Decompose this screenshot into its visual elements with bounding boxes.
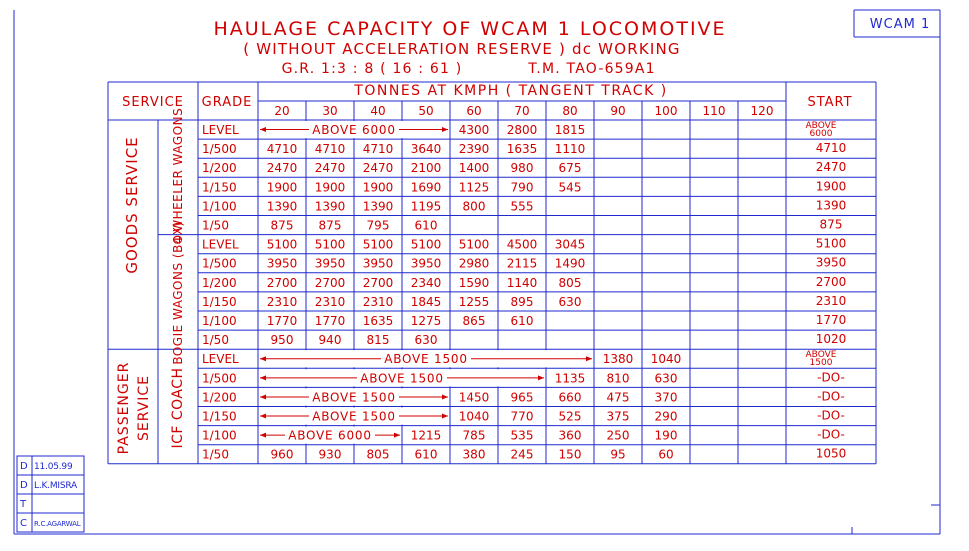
value-cell: 675 (558, 161, 582, 176)
table-row (202, 121, 837, 139)
speed-header-cell: 80 (562, 104, 578, 118)
value-cell: 245 (510, 447, 534, 462)
value-cell: 2470 (314, 161, 346, 176)
span-label: ABOVE 1500 (384, 352, 468, 367)
grade-header: GRADE (201, 95, 253, 110)
value-cell: 360 (558, 428, 582, 443)
table-row (202, 141, 846, 156)
value-cell: 1770 (266, 314, 298, 328)
value-cell: 1135 (554, 371, 586, 386)
speed-header-cell: 50 (418, 104, 434, 118)
value-cell: 2115 (506, 256, 538, 271)
grade-cell: LEVEL (202, 123, 239, 137)
value-cell: 790 (510, 180, 534, 195)
value-cell: 940 (318, 333, 342, 348)
start-cell: 1900 (815, 179, 847, 194)
value-cell: 1900 (314, 180, 346, 195)
stamp-key: T (20, 499, 27, 510)
value-cell: 660 (558, 390, 582, 405)
value-cell: 4710 (362, 142, 394, 157)
stamp-key: D (20, 480, 28, 491)
table-row (202, 427, 845, 444)
value-cell: 950 (270, 333, 294, 348)
value-cell: 2390 (458, 142, 490, 157)
start-cell: -DO- (817, 389, 845, 404)
value-cell: 3045 (554, 237, 586, 252)
table-row (202, 313, 846, 328)
value-cell: 3640 (410, 142, 442, 157)
value-cell: 630 (414, 333, 438, 348)
value-cell: 1815 (554, 123, 586, 137)
value-cell: 4300 (458, 123, 490, 137)
value-cell: 475 (606, 390, 630, 405)
grade-cell: 1/50 (202, 218, 229, 233)
value-cell: 2310 (314, 294, 346, 309)
start-cell: -DO- (817, 370, 845, 385)
start-cell: 1020 (815, 332, 847, 347)
value-cell: 535 (510, 428, 534, 443)
value-cell: 250 (606, 428, 630, 443)
value-cell: 555 (510, 199, 534, 214)
table-row (202, 369, 845, 386)
grade-cell: 1/150 (202, 180, 237, 195)
stamp-key: C (20, 518, 27, 529)
value-cell: 895 (510, 294, 534, 309)
value-cell: 810 (606, 371, 630, 386)
table-row (202, 275, 846, 290)
value-cell: 60 (658, 447, 674, 462)
service-header: SERVICE (122, 95, 184, 110)
table-row (202, 179, 846, 194)
stamp-value: 11.05.99 (34, 462, 73, 472)
value-cell: 5100 (458, 237, 490, 252)
speed-header-cell: 120 (750, 104, 774, 118)
value-cell: 965 (510, 390, 534, 405)
grade-cell: 1/100 (202, 199, 237, 214)
value-cell: 4500 (506, 237, 538, 252)
table-body (202, 121, 846, 462)
value-cell: 1390 (362, 199, 394, 214)
value-cell: 1140 (506, 275, 538, 290)
span-label: ABOVE 1500 (312, 409, 396, 424)
goods-service-label: GOODS SERVICE (123, 136, 141, 274)
stamp-row (17, 494, 84, 513)
value-cell: 1450 (458, 390, 490, 405)
value-cell: 1635 (506, 142, 538, 157)
value-cell: 1390 (314, 199, 346, 214)
gear-ratio: G.R. 1:3 : 8 ( 16 : 61 ) (281, 61, 463, 77)
value-cell: 785 (462, 428, 486, 443)
passenger-service-label-2: SERVICE (136, 374, 152, 442)
span-label: ABOVE 6000 (312, 123, 396, 137)
value-cell: 2470 (362, 161, 394, 176)
speed-header-cell: 110 (702, 104, 726, 118)
value-cell: 800 (462, 199, 486, 214)
value-cell: 2700 (314, 275, 346, 290)
value-cell: 610 (414, 447, 438, 462)
start-header: START (807, 95, 853, 110)
speed-header-cell: 30 (322, 104, 338, 118)
value-cell: 5100 (314, 237, 346, 252)
start-cell: ABOVE (805, 121, 837, 131)
icf-coach-label: ICF COACH (170, 367, 186, 449)
speed-header-cell: 70 (514, 104, 530, 118)
value-cell: 150 (558, 447, 582, 462)
grade-cell: 1/100 (202, 314, 237, 328)
start-cell: -DO- (817, 408, 845, 423)
value-cell: 2700 (266, 275, 298, 290)
value-cell: 795 (366, 218, 390, 233)
table-row (202, 198, 846, 213)
value-cell: 1125 (458, 180, 490, 195)
value-cell: 610 (414, 218, 438, 233)
value-cell: 1110 (554, 142, 586, 157)
value-cell: 770 (510, 409, 534, 424)
value-cell: 1040 (458, 409, 490, 424)
value-cell: 805 (366, 447, 390, 462)
grade-cell: 1/200 (202, 390, 237, 405)
grade-cell: 1/50 (202, 333, 229, 348)
value-cell: 2310 (362, 294, 394, 309)
value-cell: 4710 (266, 142, 298, 157)
value-cell: 5100 (410, 237, 442, 252)
speed-header-cell: 100 (654, 104, 678, 118)
grade-cell: 1/50 (202, 447, 229, 462)
table-row (202, 294, 846, 309)
tonnes-header: TONNES AT KMPH ( TANGENT TRACK ) (354, 83, 668, 99)
value-cell: 1255 (458, 294, 490, 309)
value-cell: 1215 (410, 428, 442, 443)
value-cell: 815 (366, 333, 390, 348)
table-row (202, 350, 837, 368)
value-cell: 1900 (266, 180, 298, 195)
stamp-value: L.K.MISRA (34, 481, 78, 491)
start-cell: 1050 (815, 446, 847, 461)
value-cell: 1390 (266, 199, 298, 214)
value-cell: 5100 (362, 237, 394, 252)
value-cell: 525 (558, 409, 582, 424)
value-cell: 2100 (410, 161, 442, 176)
passenger-service-label-1: PASSENGER (116, 361, 132, 455)
table-row (202, 408, 845, 425)
grade-cell: 1/150 (202, 409, 237, 424)
start-cell: 1500 (809, 358, 833, 369)
value-cell: 805 (558, 275, 582, 290)
value-cell: 190 (654, 428, 678, 443)
value-cell: 380 (462, 447, 486, 462)
start-cell: 2700 (815, 274, 847, 289)
bogie-wagons-label: BOGIE WAGONS (BOX) (171, 221, 185, 365)
value-cell: 980 (510, 161, 534, 176)
value-cell: 1635 (362, 314, 394, 328)
start-cell: 1390 (815, 198, 847, 213)
value-cell: 370 (654, 390, 678, 405)
grade-cell: 1/200 (202, 161, 237, 176)
value-cell: 1770 (314, 314, 346, 328)
corner-tag: WCAM 1 (869, 17, 931, 32)
page-subtitle: ( WITHOUT ACCELERATION RESERVE ) dc WORKING (243, 40, 681, 58)
grade-cell: LEVEL (202, 237, 239, 252)
grade-cell: 1/500 (202, 142, 237, 157)
value-cell: 1195 (410, 199, 442, 214)
value-cell: 375 (606, 409, 630, 424)
speed-header-cell: 20 (274, 104, 290, 118)
value-cell: 290 (654, 409, 678, 424)
value-cell: 875 (318, 218, 342, 233)
value-cell: 865 (462, 314, 486, 328)
grade-cell: 1/500 (202, 371, 237, 386)
value-cell: 4710 (314, 142, 346, 157)
value-cell: 610 (510, 314, 534, 328)
stamp-key: D (20, 461, 28, 472)
start-cell: 6000 (809, 129, 833, 139)
value-cell: 545 (558, 180, 582, 195)
start-cell: 5100 (815, 236, 847, 251)
value-cell: 2700 (362, 275, 394, 290)
value-cell: 1490 (554, 256, 586, 271)
table-row (202, 332, 846, 347)
span-label: ABOVE 6000 (288, 428, 372, 443)
value-cell: 630 (654, 371, 678, 386)
value-cell: 95 (610, 447, 626, 462)
grade-cell: 1/150 (202, 294, 237, 309)
table-row (202, 160, 846, 175)
value-cell: 1845 (410, 294, 442, 309)
value-cell: 630 (558, 294, 582, 309)
value-cell: 2310 (266, 294, 298, 309)
table-row (202, 237, 846, 252)
value-cell: 2340 (410, 275, 442, 290)
grade-cell: LEVEL (202, 352, 239, 367)
start-cell: 2470 (815, 160, 847, 175)
table-row (202, 447, 846, 462)
start-cell: 875 (819, 217, 843, 232)
value-cell: 875 (270, 218, 294, 233)
revision-stamp (17, 456, 84, 532)
value-cell: 1275 (410, 314, 442, 328)
speed-header-row (274, 104, 773, 118)
grade-cell: 1/500 (202, 256, 237, 271)
value-cell: 1040 (650, 352, 682, 367)
four-wheeler-label: 4 WHEELER WAGONS (171, 107, 185, 245)
page-title: HAULAGE CAPACITY OF WCAM 1 LOCOMOTIVE (213, 18, 727, 40)
speed-header-cell: 40 (370, 104, 386, 118)
value-cell: 2980 (458, 256, 490, 271)
span-label: ABOVE 1500 (360, 371, 444, 386)
value-cell: 1900 (362, 180, 394, 195)
value-cell: 930 (318, 447, 342, 462)
value-cell: 3950 (362, 256, 394, 271)
table-row (202, 388, 845, 405)
value-cell: 1690 (410, 180, 442, 195)
table-row (202, 218, 842, 233)
table-row (202, 256, 846, 271)
value-cell: 5100 (266, 237, 298, 252)
value-cell: 2470 (266, 161, 298, 176)
start-cell: 1770 (815, 313, 847, 327)
value-cell: 1400 (458, 161, 490, 176)
start-cell: 2310 (815, 293, 847, 308)
start-cell: -DO- (817, 427, 845, 442)
start-cell: 4710 (815, 141, 847, 156)
speed-header-cell: 90 (610, 104, 626, 118)
span-label: ABOVE 1500 (312, 390, 396, 405)
value-cell: 1590 (458, 275, 490, 290)
grade-cell: 1/200 (202, 275, 237, 290)
grade-cell: 1/100 (202, 428, 237, 443)
value-cell: 3950 (266, 256, 298, 271)
value-cell: 2800 (506, 123, 538, 137)
value-cell: 1380 (602, 352, 634, 367)
start-cell: 3950 (815, 255, 847, 270)
speed-header-cell: 60 (466, 104, 482, 118)
value-cell: 3950 (410, 256, 442, 271)
table-grid (108, 82, 876, 464)
traction-motor: T.M. TAO-659A1 (528, 61, 656, 77)
start-cell: ABOVE (805, 350, 837, 361)
stamp-value: R.C.AGARWAL (34, 520, 81, 528)
value-cell: 960 (270, 447, 294, 462)
value-cell: 3950 (314, 256, 346, 271)
